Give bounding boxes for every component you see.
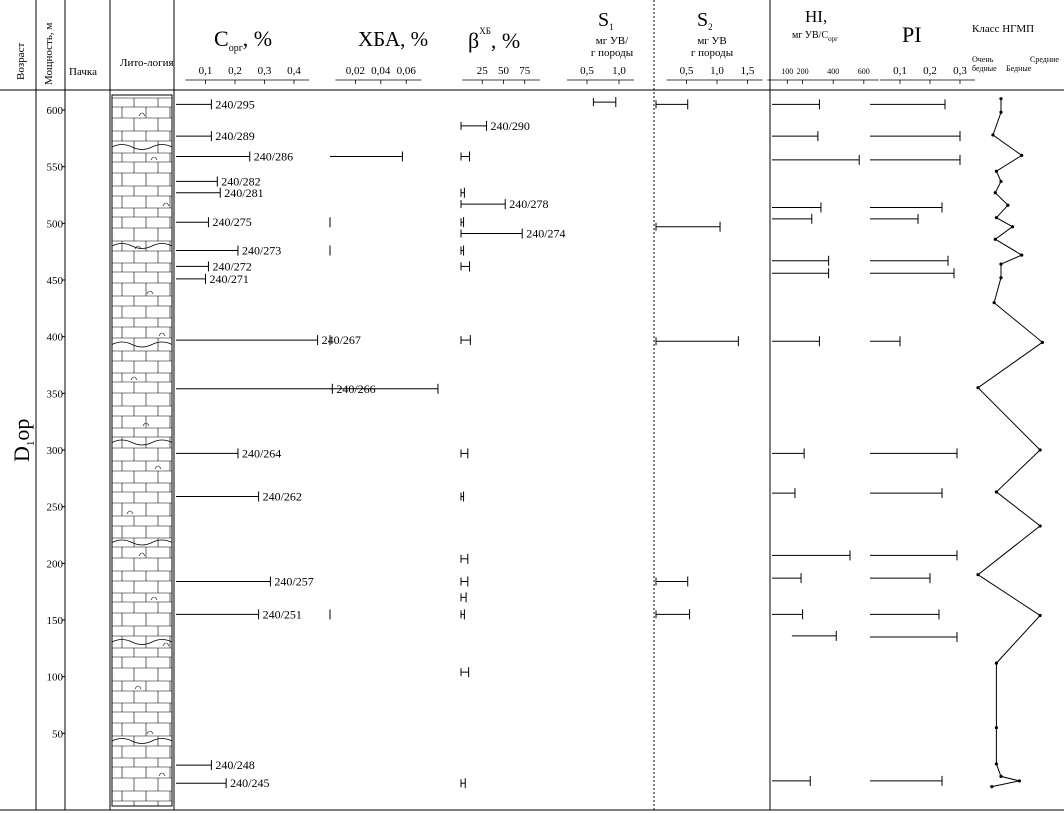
beta-sample [461, 554, 468, 564]
pi-header: PI [902, 22, 922, 47]
s2-header: $S_2$ [697, 9, 713, 32]
depth-tick-label: 350 [46, 388, 63, 401]
s2-tick-label: 1,0 [710, 65, 724, 77]
corg-sample [176, 607, 302, 621]
hi-tick-label: 400 [827, 67, 840, 76]
hi-sample [772, 99, 819, 109]
lithology-fossil [139, 553, 145, 556]
depth-tick-label: 550 [46, 161, 63, 174]
corg-sample-label: 240/272 [212, 259, 252, 274]
beta-sample [461, 197, 549, 211]
s2-sample [656, 336, 738, 346]
s1-tick-label: 1,0 [612, 65, 626, 77]
class-point [1006, 204, 1009, 207]
pi-sample [870, 131, 960, 141]
class-point [994, 191, 997, 194]
class-point [995, 762, 998, 765]
pi-tick-label: 0,3 [953, 65, 967, 77]
beta-sample-label: 240/290 [490, 118, 530, 133]
beta-sample [461, 576, 468, 586]
lithology-fossil [139, 113, 145, 116]
hba-tick-label: 0,02 [345, 65, 366, 77]
beta-sample [461, 188, 464, 198]
class-point [1020, 154, 1023, 157]
corg-sample-label: 240/282 [221, 174, 261, 189]
pi-sample [870, 99, 945, 109]
depth-tick-label: 450 [46, 275, 63, 288]
lithology-column [112, 95, 172, 806]
corg-sample [176, 446, 281, 460]
class-point [999, 263, 1002, 266]
depth-tick-label: 300 [46, 445, 63, 458]
corg-sample [176, 129, 255, 143]
lithology-wavy-bed [112, 244, 172, 249]
hi-sample [772, 448, 804, 458]
hi-sample [772, 155, 859, 165]
hi-sample [772, 268, 829, 278]
class-point [1039, 614, 1042, 617]
class-point [976, 573, 979, 576]
depth-tick-label: 400 [46, 331, 63, 344]
class-point [1039, 448, 1042, 451]
beta-sample [461, 227, 566, 241]
lithology-fossil [163, 203, 169, 206]
lithology-wavy-bed [112, 440, 172, 445]
s2-unit: мг УВ г породы [690, 35, 734, 59]
corg-sample [176, 186, 264, 200]
class-point [995, 726, 998, 729]
lithology-fossil [131, 377, 137, 380]
pi-sample [870, 214, 918, 224]
corg-sample [176, 149, 293, 163]
corg-sample-label: 240/262 [262, 489, 302, 504]
corg-tick-label: 0,2 [228, 65, 242, 77]
class-point [1020, 253, 1023, 256]
corg-sample [176, 574, 314, 588]
corg-sample-label: 240/257 [274, 574, 314, 589]
beta-sample [461, 778, 465, 788]
s2-sample [656, 576, 688, 586]
class-point [999, 111, 1002, 114]
corg-sample-label: 240/281 [224, 185, 264, 200]
pi-tick-label: 0,2 [923, 65, 937, 77]
hba-tick-label: 0,04 [371, 65, 391, 77]
class-point [995, 216, 998, 219]
class-point [1018, 779, 1021, 782]
pi-sample [870, 336, 900, 346]
hi-sample [772, 609, 803, 619]
class-point [999, 775, 1002, 778]
lithology-fossil [159, 773, 165, 776]
lithology-fossil [147, 291, 153, 294]
corg-sample [176, 215, 252, 229]
hi-sample [772, 776, 810, 786]
depth-tick-label: 100 [46, 671, 63, 684]
pi-sample [870, 268, 954, 278]
s1-header: $S_1$ [598, 9, 614, 32]
age-header: Возраст [15, 42, 27, 80]
depth-tick-label: 200 [46, 558, 63, 571]
corg-sample-label: 240/266 [336, 381, 376, 396]
beta-sample [461, 667, 469, 677]
lithology-fossil [151, 157, 157, 160]
class-point [995, 170, 998, 173]
hi-sample [772, 131, 818, 141]
corg-sample [176, 97, 255, 111]
lithology-wavy-bed [112, 640, 172, 645]
corg-sample-label: 240/289 [215, 129, 255, 144]
corg-sample-label: 240/275 [212, 215, 252, 230]
class-point [1011, 225, 1014, 228]
hi-sample [772, 202, 821, 212]
class-point [991, 133, 994, 136]
lithology-box [112, 95, 172, 806]
lithology-wavy-bed [112, 145, 172, 150]
corg-sample [176, 272, 249, 286]
lithology-wavy-bed [112, 540, 172, 545]
corg-sample [176, 758, 255, 772]
class-label-very-poor: Очень бедные [972, 55, 997, 73]
hi-sample [772, 488, 795, 498]
class-point [1041, 341, 1044, 344]
beta-sample-label: 240/274 [526, 226, 566, 241]
pi-sample [870, 609, 939, 619]
corg-sample-label: 240/273 [241, 243, 282, 258]
pi-sample [870, 256, 948, 266]
beta-sample [461, 217, 464, 227]
class-label-medium: Средние [1030, 55, 1059, 64]
pi-sample [870, 632, 957, 642]
beta-tick-label: 25 [476, 65, 488, 77]
track-data [176, 97, 1044, 790]
corg-sample [176, 333, 361, 347]
lithology-fossil [127, 511, 133, 514]
corg-tick-label: 0,4 [287, 65, 301, 77]
depth-tick-label: 600 [46, 105, 63, 118]
depth-tick-label: 50 [52, 728, 63, 741]
hi-tick-label: 200 [796, 67, 809, 76]
hba-header: ХБА, % [358, 27, 429, 51]
class-point [994, 238, 997, 241]
hi-tick-label: 600 [857, 67, 870, 76]
lithology-fossil [135, 686, 141, 689]
class-label-poor: Бедные [1006, 64, 1032, 73]
hi-sample [772, 214, 812, 224]
beta-sample [461, 592, 466, 602]
lithology-fossil [163, 643, 169, 646]
class-line [978, 99, 1042, 787]
beta-sample [461, 246, 464, 256]
pi-sample [870, 448, 957, 458]
class-point [1039, 524, 1042, 527]
hba-sample [330, 151, 402, 161]
pi-sample [870, 202, 942, 212]
depth-tick-label: 250 [46, 501, 63, 514]
corg-header: $C_{орг}$, % [214, 26, 273, 54]
class-point [999, 180, 1002, 183]
s2-tick-label: 0,5 [679, 65, 694, 77]
hi-sample [772, 336, 819, 346]
class-point [976, 386, 979, 389]
corg-sample-label: 240/295 [215, 97, 255, 112]
class-point [990, 785, 993, 788]
hi-sample [772, 550, 850, 560]
beta-sample [461, 261, 470, 271]
corg-sample-label: 240/271 [209, 271, 249, 286]
corg-tick-label: 0,3 [257, 65, 272, 77]
beta-tick-label: 50 [498, 65, 509, 77]
class-point [999, 97, 1002, 100]
s2-sample [656, 99, 688, 109]
s1-sample [593, 97, 615, 107]
lithology-wavy-bed [112, 739, 172, 744]
s1-tick-label: 0,5 [580, 65, 594, 77]
class-header: Класс НГМП [972, 23, 1035, 35]
beta-sample [461, 119, 530, 133]
s1-unit: мг УВ/ г породы [590, 35, 634, 59]
pi-sample [870, 573, 930, 583]
pi-sample [870, 776, 942, 786]
hi-header: HI, [805, 7, 828, 26]
corg-sample [176, 489, 302, 503]
lithology-header: Лито-логия [120, 57, 174, 69]
s2-sample [656, 222, 720, 232]
pi-sample [870, 550, 957, 560]
pi-sample [870, 488, 942, 498]
beta-tick-label: 75 [519, 65, 531, 77]
hi-sample [772, 573, 801, 583]
lithology-fossil [159, 333, 165, 336]
pi-sample [870, 155, 960, 165]
corg-sample-label: 240/251 [262, 607, 302, 622]
corg-sample-label: 240/286 [253, 149, 294, 164]
pi-tick-label: 0,1 [893, 65, 907, 77]
beta-header: $\beta^{ХБ}$, % [468, 26, 521, 53]
beta-sample-label: 240/278 [509, 197, 549, 212]
class-point [999, 276, 1002, 279]
lithology-fossil [151, 597, 157, 600]
lithology-wavy-bed [112, 342, 172, 347]
depth-tick-label: 150 [46, 615, 63, 628]
s2-sample [656, 609, 690, 619]
depth-axis [47, 105, 66, 740]
corg-sample-label: 240/245 [230, 776, 270, 791]
class-point [993, 301, 996, 304]
corg-sample [176, 244, 281, 258]
hi-sample [772, 256, 829, 266]
beta-sample [461, 491, 464, 501]
hi-sample [792, 631, 836, 641]
corg-tick-label: 0,1 [198, 65, 213, 77]
beta-sample [461, 335, 470, 345]
corg-sample-label: 240/248 [215, 758, 255, 773]
s2-tick-label: 1,5 [740, 65, 755, 77]
member-header: Пачка [69, 66, 97, 78]
age-label: $D_1ор$ [9, 418, 37, 462]
track-axes [186, 65, 976, 84]
hba-tick-label: 0,06 [396, 65, 416, 77]
corg-sample-label: 240/264 [241, 446, 282, 461]
corg-sample-label: 240/267 [321, 333, 361, 348]
depth-tick-label: 500 [46, 218, 63, 231]
hi-tick-label: 100 [781, 67, 794, 76]
corg-sample [176, 776, 269, 790]
hi-unit: мг $УВ/С_{орг}$ [792, 30, 839, 43]
class-point [995, 661, 998, 664]
lithology-fossil [147, 731, 153, 734]
beta-sample [461, 151, 470, 161]
beta-sample [461, 448, 468, 458]
lithology-fossil [155, 466, 161, 469]
class-point [995, 490, 998, 493]
beta-sample [461, 609, 464, 619]
thickness-header: Мощность, м [43, 22, 55, 85]
